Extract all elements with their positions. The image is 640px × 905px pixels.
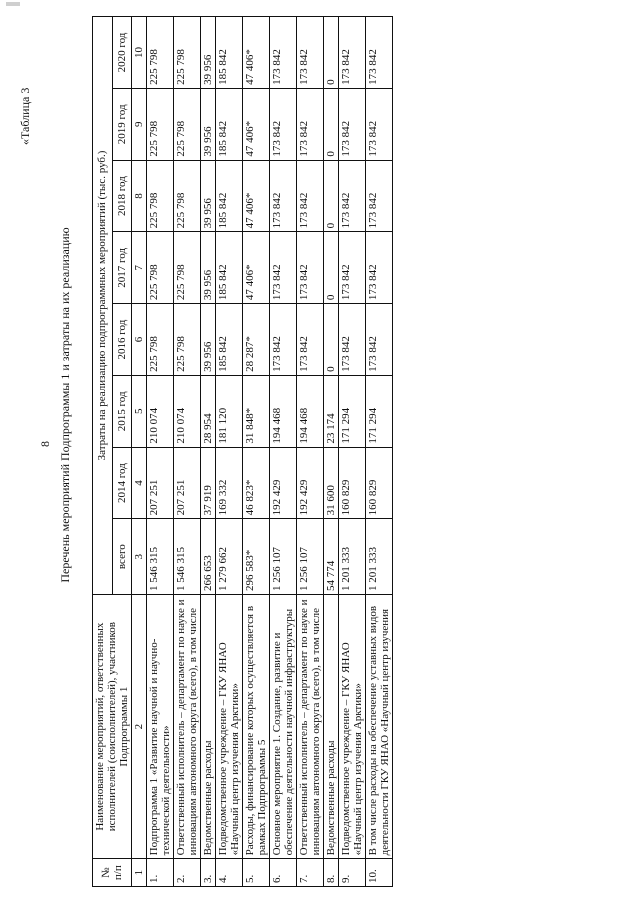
value-cell: 1 279 662	[216, 519, 243, 595]
row-number-cell: 3.	[201, 859, 216, 887]
value-cell: 173 842	[270, 88, 297, 160]
table-row	[297, 17, 324, 887]
header-year: 2016 год	[112, 304, 132, 376]
table-label: «Таблица 3	[18, 87, 32, 145]
table-row	[366, 17, 393, 887]
value-cell: 173 842	[366, 17, 393, 89]
value-cell: 225 798	[147, 304, 174, 376]
value-cell: 173 842	[297, 304, 324, 376]
row-number-cell: 9.	[339, 859, 366, 887]
value-cell: 1 546 315	[174, 519, 201, 595]
value-cell: 169 332	[216, 447, 243, 519]
value-cell: 0	[324, 232, 339, 304]
table-row	[243, 17, 270, 887]
value-cell: 225 798	[174, 304, 201, 376]
row-number-cell: 10.	[366, 859, 393, 887]
table-row	[270, 17, 297, 887]
value-cell: 173 842	[366, 232, 393, 304]
value-cell: 194 468	[297, 375, 324, 447]
value-cell: 47 406*	[243, 160, 270, 232]
table-row	[201, 17, 216, 887]
value-cell: 173 842	[339, 17, 366, 89]
value-cell: 54 774	[324, 519, 339, 595]
row-number-cell: 8.	[324, 859, 339, 887]
row-number-cell: 5.	[243, 859, 270, 887]
value-cell: 185 842	[216, 304, 243, 376]
table-row	[216, 17, 243, 887]
value-cell: 39 956	[201, 17, 216, 89]
value-cell: 296 583*	[243, 519, 270, 595]
index-cell: 9	[132, 88, 147, 160]
value-cell: 185 842	[216, 17, 243, 89]
row-name-cell: Подпрограмма 1 «Развитие научной и научно-технической деятельности»	[147, 594, 174, 858]
value-cell: 1 201 333	[366, 519, 393, 595]
row-name-cell: Ответственный исполнитель – департамент по науке и инновациям автономного округа (всего), в том числе	[297, 594, 324, 858]
value-cell: 0	[324, 160, 339, 232]
value-cell: 173 842	[339, 232, 366, 304]
value-cell: 210 074	[147, 375, 174, 447]
value-cell: 1 201 333	[339, 519, 366, 595]
index-cell: 6	[132, 304, 147, 376]
value-cell: 0	[324, 17, 339, 89]
index-cell: 7	[132, 232, 147, 304]
value-cell: 185 842	[216, 88, 243, 160]
value-cell: 171 294	[366, 375, 393, 447]
header-num: № п/п	[93, 859, 132, 887]
row-name-cell: Подведомственное учреждение – ГКУ ЯНАО «Научный центр изучения Арктики»	[339, 594, 366, 858]
row-number-cell: 6.	[270, 859, 297, 887]
value-cell: 31 848*	[243, 375, 270, 447]
value-cell: 173 842	[270, 304, 297, 376]
row-name-cell: Подведомственное учреждение – ГКУ ЯНАО «Научный центр изучения Арктики»	[216, 594, 243, 858]
value-cell: 39 956	[201, 88, 216, 160]
value-cell: 173 842	[366, 160, 393, 232]
header-year: 2017 год	[112, 232, 132, 304]
header-year: 2018 год	[112, 160, 132, 232]
value-cell: 173 842	[297, 17, 324, 89]
value-cell: 225 798	[174, 160, 201, 232]
value-cell: 185 842	[216, 160, 243, 232]
value-cell: 173 842	[339, 88, 366, 160]
value-cell: 207 251	[147, 447, 174, 519]
value-cell: 173 842	[270, 160, 297, 232]
value-cell: 1 256 107	[270, 519, 297, 595]
value-cell: 46 823*	[243, 447, 270, 519]
row-name-cell: Ведомственные расходы	[201, 594, 216, 858]
index-cell: 2	[132, 594, 147, 858]
value-cell: 194 468	[270, 375, 297, 447]
value-cell: 39 956	[201, 232, 216, 304]
value-cell: 171 294	[339, 375, 366, 447]
value-cell: 37 919	[201, 447, 216, 519]
value-cell: 173 842	[270, 232, 297, 304]
table-row	[324, 17, 339, 887]
value-cell: 39 956	[201, 304, 216, 376]
value-cell: 160 829	[366, 447, 393, 519]
row-number-cell: 7.	[297, 859, 324, 887]
value-cell: 225 798	[174, 88, 201, 160]
row-name-cell: Ответственный исполнитель – департамент по науке и инновациям автономного округа (всего), в том числе	[174, 594, 201, 858]
index-cell: 5	[132, 375, 147, 447]
header-name: Наименование мероприятий, ответственных исполнителей (соисполнителей), участников Подпрограммы 1	[93, 594, 132, 858]
value-cell: 160 829	[339, 447, 366, 519]
index-cell: 10	[132, 17, 147, 89]
value-cell: 173 842	[297, 88, 324, 160]
value-cell: 1 546 315	[147, 519, 174, 595]
value-cell: 173 842	[366, 88, 393, 160]
header-year: 2020 год	[112, 17, 132, 89]
value-cell: 173 842	[339, 304, 366, 376]
row-name-cell: Расходы, финансирование которых осуществляется в рамках Подпрограммы 5	[243, 594, 270, 858]
value-cell: 31 600	[324, 447, 339, 519]
value-cell: 47 406*	[243, 17, 270, 89]
index-cell: 1	[132, 859, 147, 887]
value-cell: 0	[324, 304, 339, 376]
value-cell: 173 842	[339, 160, 366, 232]
table-row	[147, 17, 174, 887]
header-year: 2015 год	[112, 375, 132, 447]
value-cell: 173 842	[297, 232, 324, 304]
value-cell: 185 842	[216, 232, 243, 304]
value-cell: 210 074	[174, 375, 201, 447]
page-number: 8	[38, 441, 52, 447]
value-cell: 173 842	[297, 160, 324, 232]
row-name-cell: В том числе расходы на обеспечение уставных видов деятельности ГКУ ЯНАО «Научный центр изучения	[366, 594, 393, 858]
table-row	[174, 17, 201, 887]
value-cell: 28 287*	[243, 304, 270, 376]
value-cell: 39 956	[201, 160, 216, 232]
value-cell: 225 798	[174, 17, 201, 89]
table-title: Перечень мероприятий Подпрограммы 1 и затраты на их реализацию	[58, 227, 72, 583]
value-cell: 1 256 107	[297, 519, 324, 595]
value-cell: 225 798	[147, 17, 174, 89]
value-cell: 0	[324, 88, 339, 160]
costs-table	[92, 16, 393, 887]
value-cell: 173 842	[366, 304, 393, 376]
value-cell: 192 429	[297, 447, 324, 519]
value-cell: 266 653	[201, 519, 216, 595]
row-number-cell: 4.	[216, 859, 243, 887]
index-cell: 4	[132, 447, 147, 519]
value-cell: 225 798	[174, 232, 201, 304]
value-cell: 47 406*	[243, 232, 270, 304]
index-cell: 8	[132, 160, 147, 232]
index-row	[132, 17, 147, 887]
header-year: 2019 год	[112, 88, 132, 160]
row-name-cell: Ведомственные расходы	[324, 594, 339, 858]
value-cell: 47 406*	[243, 88, 270, 160]
table-row	[339, 17, 366, 887]
header-costs-group: Затраты на реализацию подпрограммных мероприятий (тыс. руб.)	[93, 17, 113, 595]
value-cell: 28 954	[201, 375, 216, 447]
value-cell: 225 798	[147, 88, 174, 160]
row-name-cell: Основное мероприятие 1. Создание, развитие и обеспечение деятельности научной инфраструктуры	[270, 594, 297, 858]
value-cell: 207 251	[174, 447, 201, 519]
value-cell: 23 174	[324, 375, 339, 447]
row-number-cell: 2.	[174, 859, 201, 887]
index-cell: 3	[132, 519, 147, 595]
header-total: всего	[112, 519, 132, 595]
value-cell: 192 429	[270, 447, 297, 519]
header-year: 2014 год	[112, 447, 132, 519]
value-cell: 225 798	[147, 160, 174, 232]
value-cell: 173 842	[270, 17, 297, 89]
row-number-cell: 1.	[147, 859, 174, 887]
value-cell: 181 120	[216, 375, 243, 447]
header-row-1	[93, 17, 113, 887]
value-cell: 225 798	[147, 232, 174, 304]
